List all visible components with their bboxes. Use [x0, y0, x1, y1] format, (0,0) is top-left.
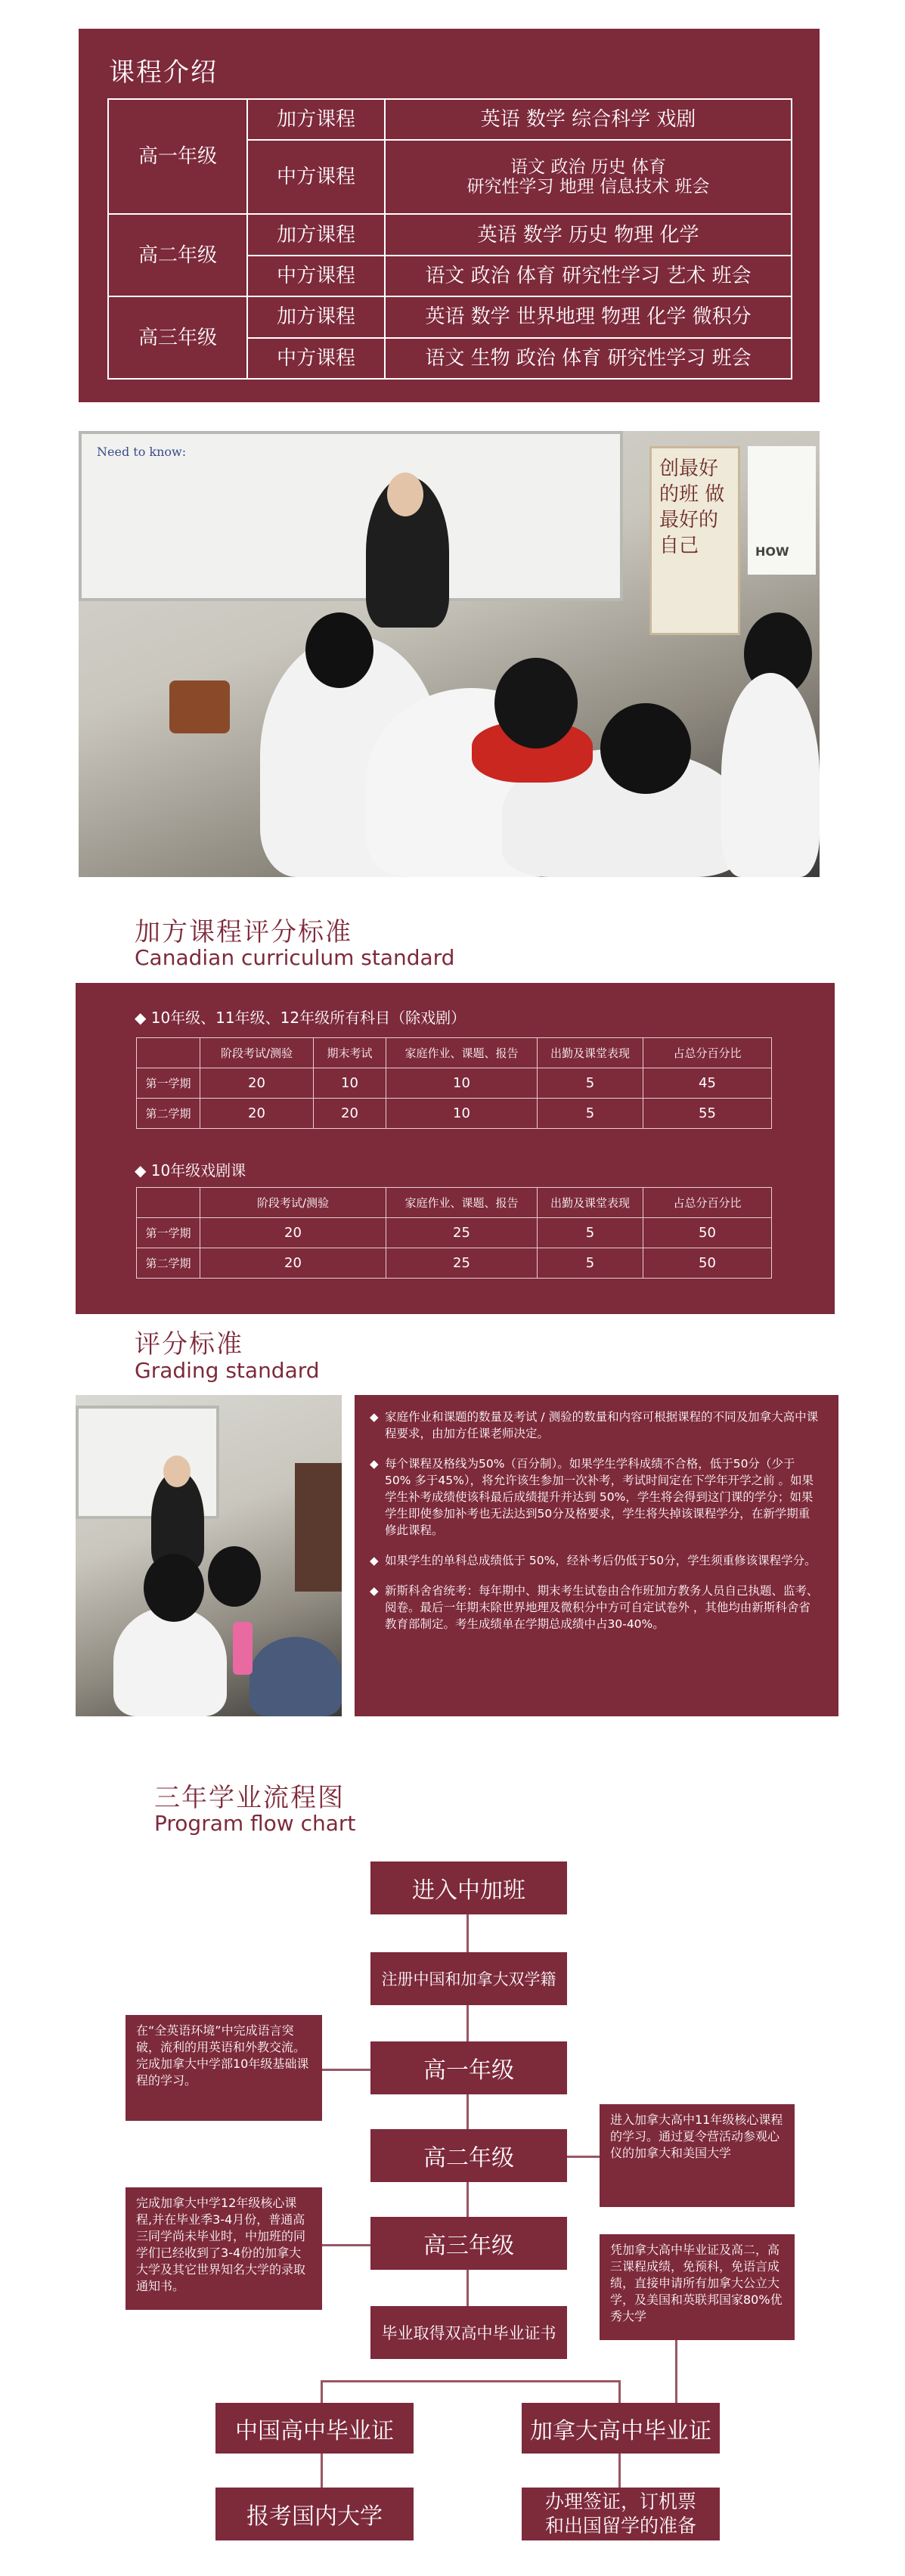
flow-note-grade2: 进入加拿大高中11年级核心课程的学习。通过夏令营活动参观心仪的加拿大和美国大学	[600, 2104, 795, 2207]
table-cell: 50	[643, 1248, 772, 1279]
track-cell: 加方课程	[247, 214, 385, 255]
table-cell: 5	[538, 1248, 643, 1279]
poster	[748, 446, 816, 575]
table-cell: 10	[386, 1068, 538, 1099]
calligraphy-scroll	[649, 446, 740, 635]
table-cell: 45	[643, 1068, 772, 1099]
table-header-cell: 阶段考试/测验	[200, 1038, 314, 1068]
grading-paragraph	[370, 1409, 819, 1442]
table-row	[137, 1099, 772, 1129]
flow-connector	[321, 2069, 373, 2071]
table-cell: 第一学期	[137, 1218, 200, 1248]
table-cell: 10	[386, 1099, 538, 1129]
flow-cert-china: 中国高中毕业证	[215, 2403, 414, 2454]
grading-text-panel	[355, 1395, 838, 1716]
teacher-head	[163, 1455, 191, 1487]
track-cell: 中方课程	[247, 256, 385, 296]
student-head	[494, 658, 578, 749]
grading-title-en: Grading standard	[135, 1358, 320, 1383]
courses-cell: 语文 生物 政治 体育 研究性学习 班会	[385, 338, 792, 379]
flow-note-grade1: 在“全英语环境”中完成语言突破，流利的用英语和外教交流。完成加拿大中学部10年级基础课程的学习。	[126, 2015, 322, 2121]
flow-connector	[563, 2156, 601, 2158]
courses-cell	[385, 140, 792, 214]
table-cell: 10	[314, 1068, 386, 1099]
track-cell: 中方课程	[247, 338, 385, 379]
track-cell: 加方课程	[247, 296, 385, 337]
table-header-cell: 出勤及课堂表现	[538, 1188, 643, 1218]
flow-connector	[321, 2380, 620, 2382]
canadian-standard-title-cn: 加方课程评分标准	[135, 917, 352, 947]
table-header-cell: 占总分百分比	[643, 1188, 772, 1218]
table-header-row	[137, 1188, 772, 1218]
grade-cell: 高一年级	[108, 99, 247, 214]
flow-title-en: Program flow chart	[154, 1811, 356, 1836]
table2-caption: ◆ 10年级戏剧课	[135, 1161, 246, 1180]
flow-outcome-canada	[522, 2488, 720, 2540]
door	[295, 1463, 342, 1592]
grade-cell: 高二年级	[108, 214, 247, 296]
grading-paragraph	[370, 1582, 819, 1632]
flow-connector	[618, 2380, 621, 2403]
flow-cert-canada: 加拿大高中毕业证	[522, 2403, 720, 2454]
teacher-head	[387, 473, 423, 516]
flow-step-register: 注册中国和加拿大双学籍	[370, 1952, 567, 2005]
water-bottle	[233, 1622, 253, 1675]
course-intro-panel	[79, 29, 820, 402]
grading-paragraph	[370, 1455, 819, 1539]
canadian-standard-panel	[76, 983, 835, 1314]
table-cell: 第二学期	[137, 1248, 200, 1279]
table-header-cell	[137, 1188, 200, 1218]
table-header-cell: 占总分百分比	[643, 1038, 772, 1068]
scroll-text: 创最好的班 做最好的自己	[659, 457, 725, 557]
grading-paragraph-text: 每个课程及格线为50%（百分制）。如果学生学科成绩不合格，低于50分（少于50% 多于45%），将允许该生参加一次补考，考试时间定在下学年开学之前 。如果学生补考成绩使该科最后成绩提升并达到 50%，学生将会得到这门课的学分；如果学生即使参加补考也无法达到50分及格要求，学生将失掉该课程学分，在新学期重修此课程。	[385, 1457, 814, 1537]
table-header-cell: 阶段考试/测验	[200, 1188, 386, 1218]
courses-cell: 英语 数学 综合科学 戏剧	[385, 99, 792, 140]
courses-cell: 英语 数学 历史 物理 化学	[385, 214, 792, 255]
table-header-cell: 家庭作业、课题、报告	[386, 1038, 538, 1068]
table-cell: 55	[643, 1099, 772, 1129]
table-header-cell: 家庭作业、课题、报告	[386, 1188, 538, 1218]
table-row	[108, 99, 792, 140]
courses-line: 语文 政治 历史 体育	[510, 157, 666, 178]
grade-cell: 高三年级	[108, 296, 247, 379]
board-text: Need to know:	[97, 445, 187, 459]
flow-note-grade3: 完成加拿大中学12年级核心课程,并在毕业季3-4月份，普通高三同学尚未毕业时，中加班的同学们已经收到了3-4份的加拿大大学及其它世界知名大学的录取通知书。	[126, 2187, 322, 2310]
grading-paragraph-text: 如果学生的单科总成绩低于 50%，经补考后仍低于50分，学生须重修该课程学分。	[385, 1554, 817, 1567]
flow-outcome-canada-line: 和出国留学的准备	[544, 2515, 696, 2537]
flow-outcome-china: 报考国内大学	[215, 2488, 414, 2540]
track-cell: 加方课程	[247, 99, 385, 140]
table-header-cell	[137, 1038, 200, 1068]
flow-step-grade1: 高一年级	[370, 2041, 567, 2094]
bullet-icon: ◆	[370, 1554, 379, 1567]
whiteboard	[79, 431, 623, 601]
table-cell: 20	[314, 1099, 386, 1129]
bullet-icon: ◆	[370, 1584, 379, 1598]
table1-caption: ◆ 10年级、11年级、12年级所有科目（除戏剧）	[135, 1009, 466, 1027]
flow-connector	[321, 2244, 373, 2246]
student-figure	[113, 1607, 227, 1716]
grading-title-cn: 评分标准	[135, 1329, 243, 1359]
flow-step-enter: 进入中加班	[370, 1861, 567, 1914]
table-cell: 5	[538, 1068, 643, 1099]
student-figure	[721, 673, 820, 877]
table-row	[108, 214, 792, 255]
grading-photo	[76, 1395, 342, 1716]
table-cell: 25	[386, 1248, 538, 1279]
table-cell: 20	[200, 1248, 386, 1279]
table-row	[137, 1248, 772, 1279]
courses-cell: 语文 政治 体育 研究性学习 艺术 班会	[385, 256, 792, 296]
flow-title-cn: 三年学业流程图	[154, 1783, 345, 1813]
student-figure	[249, 1637, 342, 1716]
standard-table-2	[136, 1187, 772, 1279]
bullet-icon: ◆	[370, 1410, 379, 1424]
flow-step-grade2: 高二年级	[370, 2129, 567, 2182]
flow-step-grade3: 高三年级	[370, 2217, 567, 2270]
table-header-cell: 期末考试	[314, 1038, 386, 1068]
track-cell: 中方课程	[247, 140, 385, 214]
student-head	[144, 1554, 204, 1622]
flow-outcome-canada-line: 办理签证，订机票	[544, 2491, 696, 2512]
course-intro-table	[107, 98, 792, 380]
table-cell: 20	[200, 1099, 314, 1129]
table-cell: 第二学期	[137, 1099, 200, 1129]
table-header-cell: 出勤及课堂表现	[538, 1038, 643, 1068]
table-cell: 50	[643, 1218, 772, 1248]
classroom-photo	[79, 431, 820, 877]
course-intro-title: 课程介绍	[109, 57, 218, 88]
flow-connector	[321, 2380, 323, 2403]
table-cell: 第一学期	[137, 1068, 200, 1099]
grading-paragraph	[370, 1552, 819, 1569]
courses-cell: 英语 数学 世界地理 物理 化学 微积分	[385, 296, 792, 337]
table-row	[108, 296, 792, 337]
table-cell: 20	[200, 1218, 386, 1248]
poster-text: HOW	[755, 544, 789, 559]
flow-note-canada: 凭加拿大高中毕业证及高二，高三课程成绩，免预科，免语言成绩，直接申请所有加拿大公立大学，及美国和英联邦国家80%优秀大学	[600, 2234, 795, 2340]
student-head	[208, 1546, 261, 1607]
grading-paragraph-text: 家庭作业和课题的数量及考试 / 测验的数量和内容可根据课程的不同及加拿大高中课程要求，由加方任课老师决定。	[385, 1410, 819, 1440]
canadian-standard-title-en: Canadian curriculum standard	[135, 945, 455, 970]
table-header-row	[137, 1038, 772, 1068]
table-cell: 20	[200, 1068, 314, 1099]
flow-step-graduate: 毕业取得双高中毕业证书	[370, 2306, 567, 2359]
flow-connector	[618, 2454, 621, 2488]
student-head	[305, 612, 373, 688]
courses-line: 研究性学习 地理 信息技术 班会	[466, 177, 710, 197]
table-cell: 5	[538, 1218, 643, 1248]
table-cell: 25	[386, 1218, 538, 1248]
table-cell: 5	[538, 1099, 643, 1129]
standard-table-1	[136, 1037, 772, 1129]
student-head	[600, 703, 691, 794]
table-row	[137, 1218, 772, 1248]
bullet-icon: ◆	[370, 1457, 379, 1471]
table-row	[137, 1068, 772, 1099]
flow-connector	[321, 2454, 323, 2488]
handbag	[169, 680, 230, 733]
grading-paragraph-text: 新斯科舍省统考：每年期中、期末考生试卷由合作班加方教务人员自己执题、监考、阅卷。最后一年期末除世界地理及微积分中方可自定试卷外 ，其他均由新斯科舍省教育部制定。考生成绩单在学期总成绩中占30-40%。	[385, 1584, 819, 1631]
